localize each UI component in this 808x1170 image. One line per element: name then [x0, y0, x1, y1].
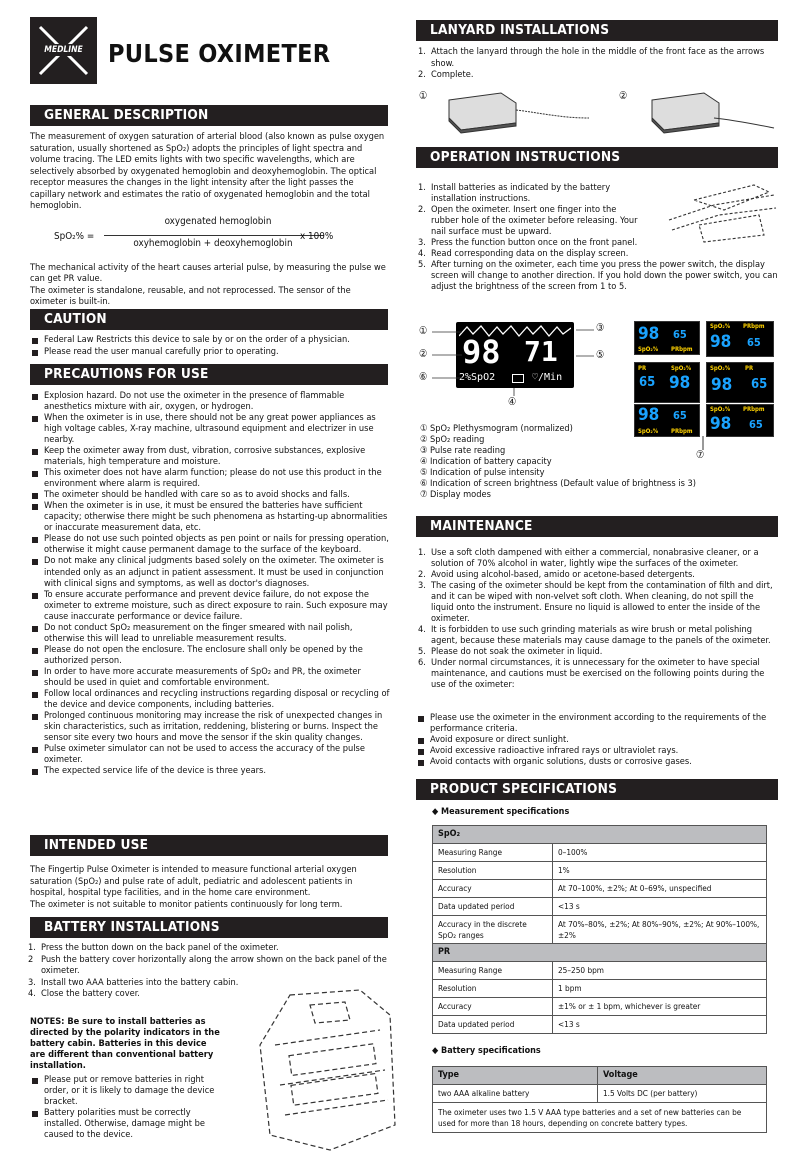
legend-item: ① SpO₂ Plethysmogram (normalized)	[420, 423, 573, 434]
table-row: Data updated period <13 s	[433, 1016, 767, 1034]
list-item: 2. Avoid using alcohol-based, amido or acetone-based detergents.	[418, 569, 695, 581]
caution-list	[30, 334, 390, 357]
list-item: Please read the user manual carefully prior to operating.	[30, 346, 390, 358]
list-item: Follow local ordinances and recycling instructions regarding disposal or recycling of the device and device components, including batteries.	[30, 688, 390, 710]
legend-item: ③ Pulse rate reading	[420, 445, 506, 457]
measurement-spec-table	[432, 825, 767, 1034]
spo2-section-header: SpO₂	[433, 826, 767, 844]
maintenance-heading: MAINTENANCE	[416, 516, 778, 537]
battery-notes-list	[30, 1074, 230, 1140]
maintenance-bullets	[416, 712, 778, 767]
list-item: 2. Complete.	[418, 69, 474, 80]
list-item: To ensure accurate performance and prevent device failure, do not expose the oximeter to extreme moisture, such as direct exposure to rain. Such exposure may cause inaccurate performance or device failure.	[30, 589, 390, 622]
legend-item: ② SpO₂ reading	[420, 434, 485, 446]
list-item: Battery polarities must be correctly installed. Otherwise, damage might be caused to the device.	[30, 1107, 230, 1140]
list-item: 5. Please do not soak the oximeter in liquid.	[418, 646, 603, 658]
list-item: Pulse oximeter simulator can not be used to access the accuracy of the pulse oximeter.	[30, 743, 390, 765]
operation-heading: OPERATION INSTRUCTIONS	[416, 147, 778, 168]
list-item: In order to have more accurate measurements of SpO₂ and PR, the oximeter should be used in quiet and comfortable environment.	[30, 666, 390, 688]
table-row: Accuracy in the discrete SpO₂ ranges At 70%–80%, ±2%; At 80%–90%, ±2%; At 90%–100%, ±2%	[433, 916, 767, 944]
intended-use-heading: INTENDED USE	[30, 835, 388, 856]
lanyard-step2-illustration	[644, 88, 784, 138]
spo2-formula	[30, 216, 390, 256]
lanyard-steps	[416, 46, 778, 81]
list-item: The expected service life of the device is three years.	[30, 765, 390, 776]
table-row: Measuring Range 0–100%	[433, 844, 767, 862]
medline-logo	[30, 17, 97, 84]
list-item: 3. The casing of the oximeter should be kept from the contamination of filth and dirt, and it can be wiped with non-velvet soft cloth. When cleaning, do not spill the liquid onto the instrument. Ensure no liquid is allowed to enter the inside of the oximeter.	[418, 580, 773, 625]
list-item: Do not make any clinical judgments based solely on the oximeter. The oximeter is intended only as an adjunct in patient assessment. It must be used in conjunction with clinical signs and symptoms, as well as doctor's diagnoses.	[30, 555, 390, 588]
lanyard-step-2-marker: ②	[619, 90, 628, 102]
display-mode-3: PR SpO₂% 65 98	[634, 362, 700, 403]
formula-multiplier: x 100%	[300, 230, 334, 242]
fraction-line	[104, 235, 324, 236]
list-item: 1. Attach the lanyard through the hole in the middle of the front face as the arrows show.	[418, 46, 765, 69]
list-item: Avoid contacts with organic solutions, dusts or corrosive gases.	[416, 756, 778, 767]
general-p2: The mechanical activity of the heart causes arterial pulse, by measuring the pulse we can get PR value.	[30, 261, 386, 284]
list-item: When the oximeter is in use, it must be ensured the batteries have sufficient capacity; otherwise there might be such phenomena as hstarting-up abnormalities or inaccurate measurement data, etc.	[30, 500, 390, 533]
list-item: Federal Law Restricts this device to sale by or on the order of a physician.	[30, 334, 390, 346]
pr-section-header: PR	[433, 944, 767, 962]
table-row: Resolution 1 bpm	[433, 980, 767, 998]
callout-3: ③	[596, 322, 605, 334]
table-row: The oximeter uses two 1.5 V AAA type batteries and a set of new batteries can be used for more than 18 hours, depending on concrete battery types.	[433, 1103, 767, 1133]
table-row: Accuracy ±1% or ± 1 bpm, whichever is greater	[433, 998, 767, 1016]
callout-7: ⑦	[696, 449, 705, 461]
list-item: Avoid exposure or direct sunlight.	[416, 734, 778, 745]
precautions-list	[30, 390, 390, 776]
list-item: Avoid excessive radioactive infrared rays or ultraviolet rays.	[416, 745, 778, 756]
callout-leaders	[432, 328, 612, 398]
general-description-heading: GENERAL DESCRIPTION	[30, 105, 388, 126]
diamond-icon: ◆	[432, 1046, 442, 1056]
display-legend	[420, 423, 720, 500]
legend-item: ⑤ Indication of pulse intensity	[420, 467, 545, 479]
list-item: 1. Use a soft cloth dampened with either a commercial, nonabrasive cleaner, or a solution of 70% alcohol in water, lightly wipe the surfaces of the oximeter.	[418, 547, 759, 570]
measurement-specs-title: ◆ Measurement specifications	[432, 807, 570, 817]
table-row: Accuracy At 70–100%, ±2%; At 0–69%, unspecified	[433, 880, 767, 898]
formula-numerator: oxygenated hemoglobin	[164, 215, 272, 227]
lanyard-step1-illustration	[441, 88, 591, 138]
table-row: two AAA alkaline battery 1.5 Volts DC (per battery)	[433, 1085, 767, 1103]
callout-4: ④	[508, 396, 517, 408]
display-mode-5: 98 65 SpO₂% PRbpm	[634, 404, 700, 437]
pulse-intensity-indicator: ♡/Min	[532, 372, 563, 383]
list-item: 2. Open the oximeter. Insert one finger into the rubber hole of the oximeter before releasing. Your nail surface must be upward.	[418, 204, 638, 238]
brand-name: MEDLINE	[44, 45, 83, 55]
formula-lhs: SpO₂% =	[54, 230, 95, 242]
list-item: 1. Install batteries as indicated by the battery installation instructions.	[418, 182, 611, 205]
list-item: 4. Read corresponding data on the display screen.	[418, 248, 629, 260]
battery-note: NOTES: Be sure to install batteries as directed by the polarity indicators in the battery cabin. Batteries in this device are different than conventional battery installation.	[30, 1016, 220, 1072]
list-item: Keep the oximeter away from dust, vibration, corrosive substances, explosive materials, high temperature and moisture.	[30, 445, 390, 467]
formula-denominator: oxyhemoglobin + deoxyhemoglobin	[133, 237, 293, 249]
list-item: This oximeter does not have alarm function; please do not use this product in the environment where alarm is required.	[30, 467, 390, 489]
legend-item: ④ Indication of battery capacity	[420, 456, 552, 468]
caution-heading: CAUTION	[30, 309, 388, 330]
table-row: Resolution 1%	[433, 862, 767, 880]
product-specifications-heading: PRODUCT SPECIFICATIONS	[416, 779, 778, 800]
finger-insert-illustration	[664, 180, 779, 245]
callout-2: ②	[419, 348, 428, 360]
battery-installations-heading: BATTERY INSTALLATIONS	[30, 917, 388, 938]
list-item: 1. Press the button down on the back panel of the oximeter.	[28, 942, 279, 953]
lanyard-step-1-marker: ①	[419, 90, 428, 102]
battery-specs-title: ◆ Battery specifications	[432, 1046, 541, 1056]
list-item: Please use the oximeter in the environment according to the requirements of the performance criteria.	[416, 712, 778, 734]
table-row: Measuring Range 25–250 bpm	[433, 962, 767, 980]
intended-p2: The oximeter is not suitable to monitor patients continuously for long term.	[30, 898, 343, 910]
intended-p1: The Fingertip Pulse Oximeter is intended to measure functional arterial oxygen saturation (SpO₂) and pulse rate of adult, pediatric and adolescent patients in hospital, hospital type facilities, and in the home care environment.	[30, 864, 357, 898]
precautions-heading: PRECAUTIONS FOR USE	[30, 364, 388, 385]
list-item: Please do not use such pointed objects as pen point or nails for pressing operation, otherwise it might cause permanent damage to the surface of the keyboard.	[30, 533, 390, 555]
list-item: 6. Under normal circumstances, it is unnecessary for the oximeter to have special maintenance, and cautions must be exercised on the following points during the use of the oximeter:	[418, 657, 765, 691]
general-p1: The measurement of oxygen saturation of arterial blood (also known as pulse oxygen saturation, usually shortened as SpO₂) adopts the principles of light spectra and volume tracing. The LED emits lights with two specific wavelengths, which are selectively absorbed by oxygenated hemoglobin and deoxyhemoglobin. The optical receptor measures the changes in the light intensity after the light passes the capillary network and estimates the ratio of oxygenated hemoglobin and the total hemoglobin.	[30, 131, 385, 211]
battery-spec-table: Type Voltage two AAA alkaline battery 1.5 Volts DC (per battery) The oximeter uses two 1.5 V AAA type batteries and a set of new batteries can be used for more than 18 hours, depending on concrete battery types.	[432, 1066, 767, 1133]
legend-item: ⑥ Indication of screen brightness (Default value of brightness is 3)	[420, 478, 697, 490]
diamond-icon: ◆	[432, 807, 442, 817]
maintenance-steps	[416, 547, 778, 690]
spo2-reading: 98	[462, 333, 501, 371]
list-item: When the oximeter is in use, there should not be any great power appliances as high voltage cables, X-ray machine, ultrasound equipment and electrizer in use nearby.	[30, 412, 390, 445]
lanyard-heading: LANYARD INSTALLATIONS	[416, 20, 778, 41]
list-item: Please put or remove batteries in right order, or it is likely to damage the device bracket.	[30, 1074, 230, 1107]
list-item: 4. Close the battery cover.	[28, 988, 140, 999]
legend-item: ⑦ Display modes	[420, 489, 491, 501]
list-item: Explosion hazard. Do not use the oximeter in the presence of flammable anesthetics mixture with air, oxygen, or hydrogen.	[30, 390, 390, 412]
callout-1: ①	[419, 325, 428, 337]
general-p3: The oximeter is standalone, reusable, and not reprocessed. The sensor of the oximeter is built-in.	[30, 284, 351, 307]
display-mode-2: SpO₂% PRbpm 98 65	[706, 321, 774, 357]
list-item: Prolonged continuous monitoring may increase the risk of unexpected changes in skin characteristics, such as irritation, reddening, blistering or burns. Inspect the sensor site every two hours and move the sensor if the skin quality changes.	[30, 710, 390, 743]
callout-5: ⑤	[596, 349, 605, 361]
brightness-indicator: 2%SpO2	[459, 372, 496, 383]
callout-6: ⑥	[419, 371, 428, 383]
list-item: Do not conduct SpO₂ measurement on the finger smeared with nail polish, otherwise this will lead to unreliable measurement results.	[30, 622, 390, 644]
list-item: Please do not open the enclosure. The enclosure shall only be opened by the authorized person.	[30, 644, 390, 666]
page-title: PULSE OXIMETER	[108, 39, 331, 68]
list-item: 5. After turning on the oximeter, each time you press the power switch, the display screen will change to another direction. If you hold down the power switch, you can adjust the brightness of the screen from 1 to 5.	[418, 259, 778, 293]
battery-cabin-illustration	[250, 985, 400, 1155]
display-mode-1: 98 65 SpO₂% PRbpm	[634, 321, 700, 355]
pulse-rate-reading: 71	[524, 335, 558, 368]
list-item: 2 Push the battery cover horizontally along the arrow shown on the back panel of the oximeter.	[28, 953, 387, 976]
list-item: 4. It is forbidden to use such grinding materials as wire brush or metal polishing agent, because these materials may cause damage to the panels of the oximeter.	[418, 624, 771, 647]
list-item: 3. Press the function button once on the front panel.	[418, 237, 638, 249]
display-mode-4: SpO₂% PR 98 65	[706, 362, 774, 403]
list-item: 3. Install two AAA batteries into the battery cabin.	[28, 976, 239, 988]
list-item: The oximeter should be handled with care so as to avoid shocks and falls.	[30, 489, 390, 500]
display-mode-6: SpO₂% PRbpm 98 65	[706, 404, 774, 437]
table-row: Data updated period <13 s	[433, 898, 767, 916]
